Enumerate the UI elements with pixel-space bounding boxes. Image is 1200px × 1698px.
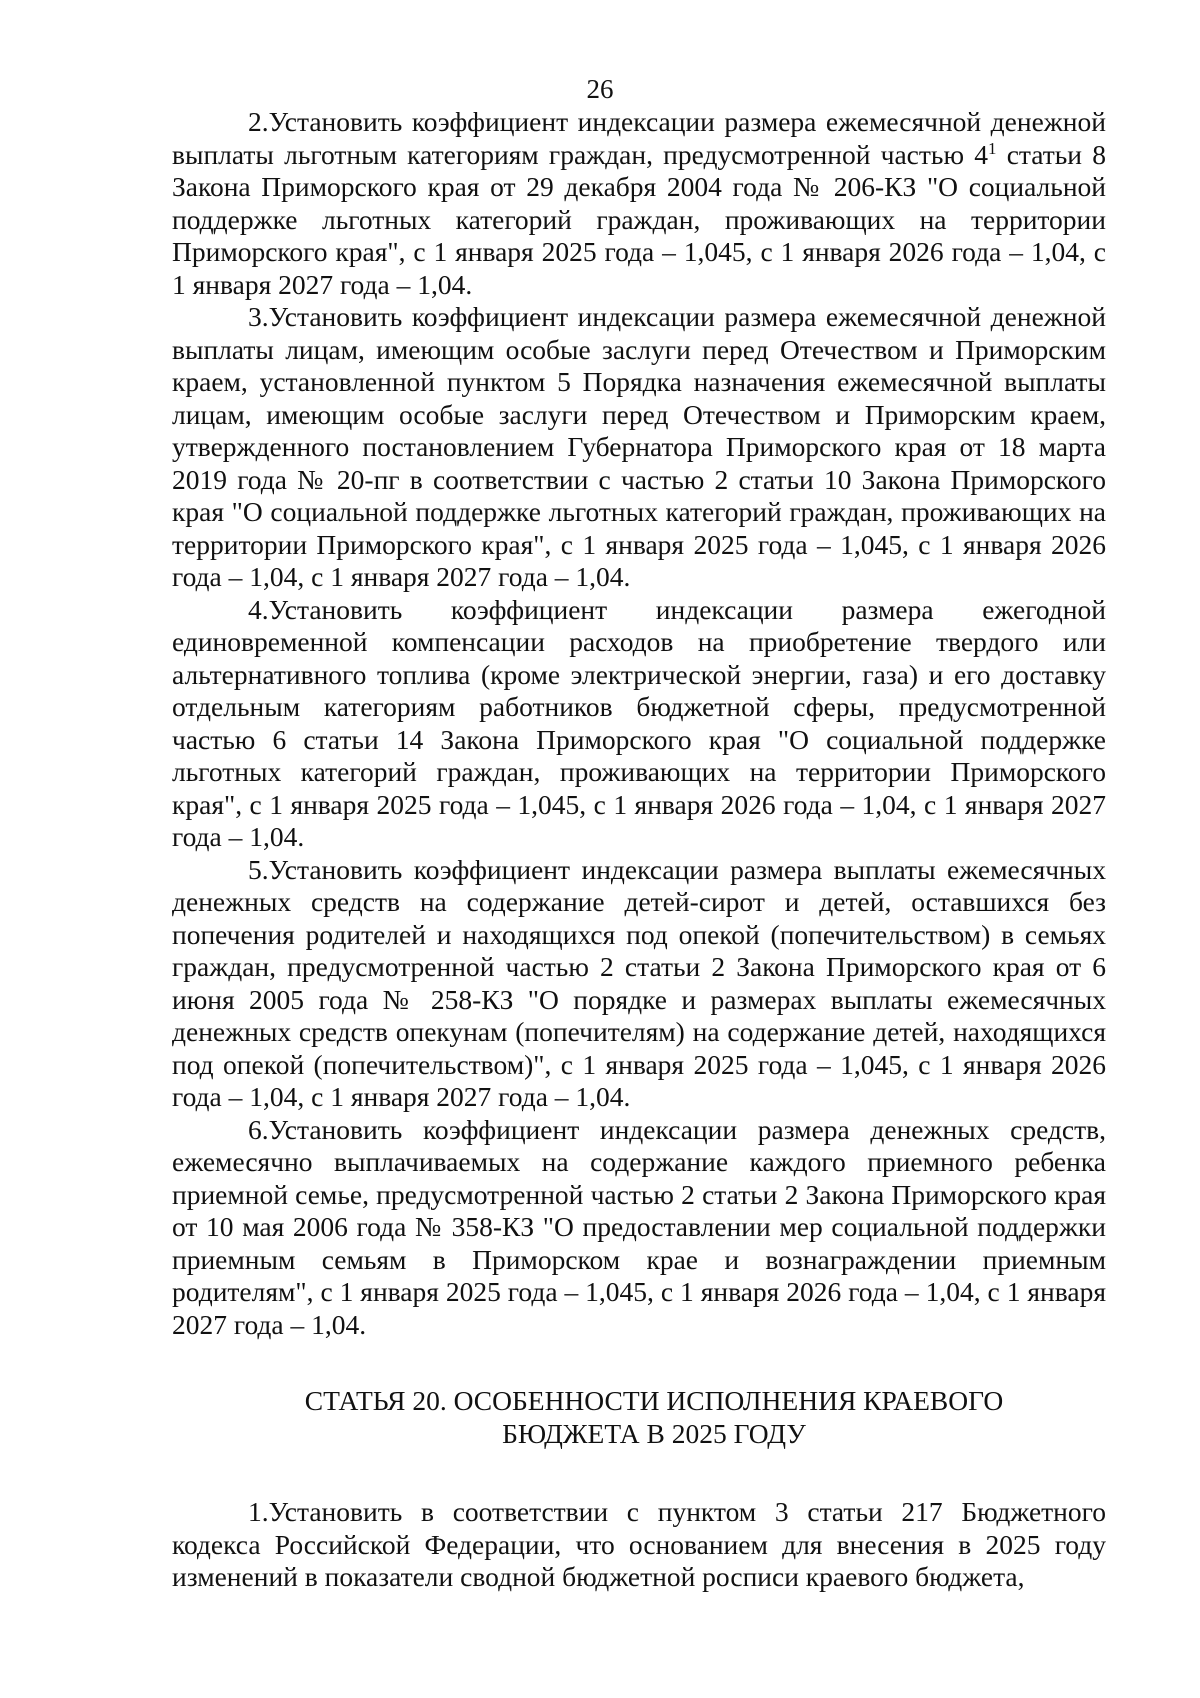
article-heading xyxy=(172,1385,1106,1450)
paragraph-item-2 xyxy=(172,106,1106,301)
paragraph-item-3: 3.Установить коэффициент индексации размера ежемесячной денежной выплаты лицам, имеющим особые заслуги перед Отечеством и Приморским краем, установленной пунктом 5 Порядка назначения ежемесячной выплаты лицам, имеющим особые заслуги перед Отечеством и Приморским краем, утвержденного постановлением Губернатора Приморского края от 18 марта 2019 года № 20-пг в соответствии с частью 2 статьи 10 Закона Приморского края "О социальной поддержке льготных категорий граждан, проживающих на территории Приморского края", с 1 января 2025 года – 1,045, с 1 января 2026 года – 1,04, с 1 января 2027 года – 1,04. xyxy=(172,301,1106,592)
paragraph-item-4: 4.Установить коэффициент индексации размера ежегодной единовременной компенсации расходов на приобретение твердого или альтернативного топлива (кроме электрической энергии, газа) и его доставку отдельным категориям работников бюджетной сферы, предусмотренной частью 6 статьи 14 Закона Приморского края "О социальной поддержке льготных категорий граждан, проживающих на территории Приморского края", с 1 января 2025 года – 1,045, с 1 января 2026 года – 1,04, с 1 января 2027 года – 1,04. xyxy=(172,593,1106,852)
article-heading-line-1: СТАТЬЯ 20. ОСОБЕННОСТИ ИСПОЛНЕНИЯ КРАЕВОГО xyxy=(304,1385,1004,1416)
paragraph-item-5: 5.Установить коэффициент индексации размера выплаты ежемесячных денежных средств на содержание детей-сирот и детей, оставшихся без попечения родителей и находящихся под опекой (попечительством) в семьях граждан, предусмотренной частью 2 статьи 2 Закона Приморского края от 6 июня 2005 года № 258-КЗ "О порядке и размерах выплаты ежемесячных денежных средств опекунам (попечителям) на содержание детей, находящихся под опекой (попечительством)", с 1 января 2025 года – 1,045, с 1 января 2026 года – 1,04, с 1 января 2027 года – 1,04. xyxy=(172,853,1106,1112)
paragraph-item-6: 6.Установить коэффициент индексации размера денежных средств, ежемесячно выплачиваемых на содержание каждого приемного ребенка приемной семье, предусмотренной частью 2 статьи 2 Закона Приморского края от 10 мая 2006 года № 358-КЗ "О предоставлении мер социальной поддержки приемным семьям в Приморском крае и вознаграждении приемным родителям", с 1 января 2025 года – 1,045, с 1 января 2026 года – 1,04, с 1 января 2027 года – 1,04. xyxy=(172,1113,1106,1340)
paragraph-text: 2.Установить коэффициент индексации размера ежемесячной денежной выплаты льготным категориям граждан, предусмотренной частью 4 xyxy=(172,106,1106,170)
article-heading-line-2: БЮДЖЕТА В 2025 ГОДУ xyxy=(502,1417,806,1449)
document-body xyxy=(172,106,1106,1594)
paragraph-item-article-20-1: 1.Установить в соответствии с пунктом 3 статьи 217 Бюджетного кодекса Российской Федерации, что основанием для внесения в 2025 году изменений в показатели сводной бюджетной росписи краевого бюджета, xyxy=(172,1496,1106,1592)
paragraph-text: статьи 8 Закона Приморского края от 29 декабря 2004 года № 206-КЗ "О социальной поддержке льготных категорий граждан, проживающих на территории Приморского края", с 1 января 2025 года – 1,045, с 1 января 2026 года – 1,04, с 1 января 2027 года – 1,04. xyxy=(172,138,1106,300)
superscript: 1 xyxy=(987,138,997,158)
page-number: 26 xyxy=(586,74,614,104)
